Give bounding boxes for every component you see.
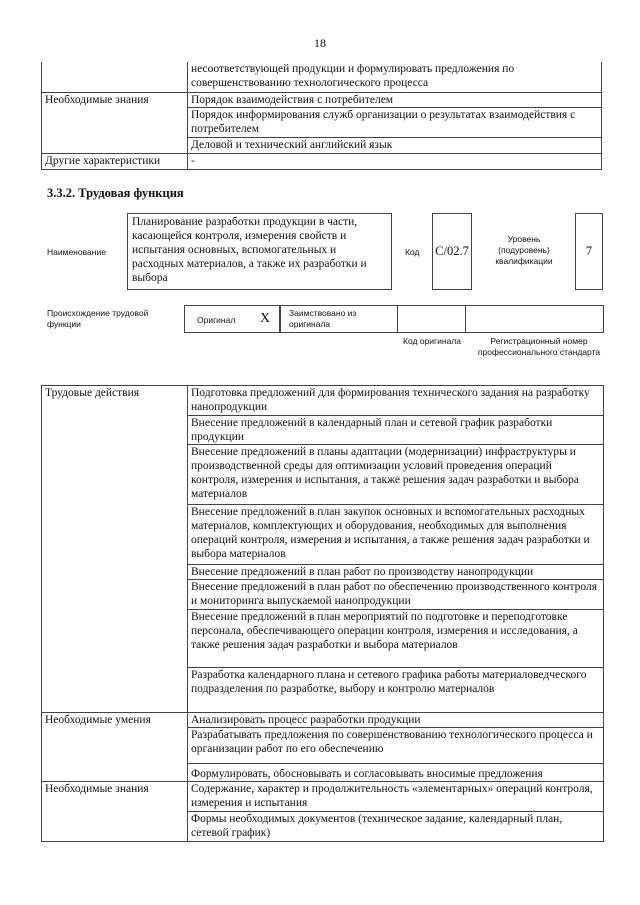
row-value: Деловой и технический английский язык [188,137,602,153]
function-code-box: C/02.7 [432,213,472,290]
empty-label [42,565,188,580]
table-row [42,713,604,728]
empty-label [42,764,188,782]
knowledge-label: Необходимые знания [42,782,188,812]
row-label-knowledge: Необходимые знания [42,92,188,107]
row-label [42,62,188,92]
skill-item: Формулировать, обосновывать и согласовывать вносимые предложения [188,764,604,782]
table-row [42,386,604,416]
row-value: несоответствующей продукции и формулировать предложения по совершенствованию технологического процесса [188,62,602,92]
row-value: Порядок информирования служб организации о результатах взаимодействия с потребителем [188,107,602,137]
empty-label [42,445,188,505]
labor-action: Внесение предложений в план работ по обеспечению производственного контроля и мониторинга выпускаемой нанопродукции [188,580,604,610]
page-number: 18 [314,36,326,50]
row-label-other: Другие характеристики [42,153,188,169]
table-row [42,580,604,610]
qualification-level-box: 7 [575,213,603,290]
origin-row [184,305,604,333]
labor-action: Внесение предложений в план мероприятий по подготовке и переподготовке персонала, обеспечивающего операции контроля, измерения и исследования, а также решения задач разработки и выбора материалов [188,610,604,668]
borrowed-label: Заимствовано из оригинала [289,308,357,329]
empty-label [42,416,188,445]
qualification-level-label: Уровень (подуровень) квалификации [495,234,553,266]
table-row [42,782,604,812]
table-row [42,92,602,107]
table-row [42,107,602,137]
table-row [42,812,604,842]
table-row [42,610,604,668]
registration-number-label: Регистрационный номер профессионального стандарта [477,336,601,357]
empty-label [42,812,188,842]
labor-function-table [41,385,604,842]
row-label [42,137,188,153]
table-row [42,565,604,580]
table-row [42,137,602,153]
labor-actions-label: Трудовые действия [42,386,188,416]
table-row [42,153,602,169]
original-mark: X [260,311,271,326]
labor-action: Внесение предложений в план закупок основных и вспомогательных расходных материалов, комплектующих и оборудования, необходимых для выполнения операций контроля, измерения и испытания, а также решения задач разработки и выбора материалов [188,505,604,565]
skill-item: Разрабатывать предложения по совершенствованию технологического процесса и организации работ по его обеспечению [188,728,604,764]
knowledge-item: Содержание, характер и продолжительность «элементарных» операций контроля, измерения и испытания [188,782,604,812]
row-value: Порядок взаимодействия с потребителем [188,92,602,107]
table-row [42,764,604,782]
table-row [42,505,604,565]
labor-action: Подготовка предложений для формирования технического задания на разработку нанопродукции [188,386,604,416]
knowledge-item: Формы необходимых документов (техническое задание, календарный план, сетевой график) [188,812,604,842]
empty-label [42,505,188,565]
table-row [42,445,604,505]
original-label: Оригинал [197,315,236,325]
table-row [42,416,604,445]
table-row [42,62,602,92]
skills-label: Необходимые умения [42,713,188,728]
name-label: Наименование [47,247,106,257]
code-original-label: Код оригинала [403,336,461,346]
table-row [42,728,604,764]
origin-label: Происхождение трудовой функции [47,308,149,329]
row-label [42,107,188,137]
labor-action: Внесение предложений в план работ по производству нанопродукции [188,565,604,580]
labor-action: Внесение предложений в календарный план и сетевой график разработки продукции [188,416,604,445]
row-value: - [188,153,602,169]
labor-action: Внесение предложений в планы адаптации (модернизации) инфраструктуры и производственной среды для оптимизации условий проведения операций контроля, измерения и испытания, а также решения задач разработки и выбора материалов [188,445,604,505]
code-original-cell [185,306,466,332]
table-row [42,668,604,713]
section-heading: 3.3.2. Трудовая функция [47,186,184,200]
code-label: Код [405,247,420,257]
skill-item: Анализировать процесс разработки продукции [188,713,604,728]
function-name-box: Планирование разработки продукции в части, касающейся контроля, измерения свойств и испытания основных, вспомогательных и расходных материалов, а также их разработки и выбора [127,213,392,290]
labor-action: Разработка календарного плана и сетевого графика работы материаловедческого подразделения по разработке, выбору и контролю материалов [188,668,604,713]
previous-function-table [41,62,602,170]
empty-label [42,580,188,610]
empty-label [42,610,188,668]
empty-label [42,668,188,713]
empty-label [42,728,188,764]
